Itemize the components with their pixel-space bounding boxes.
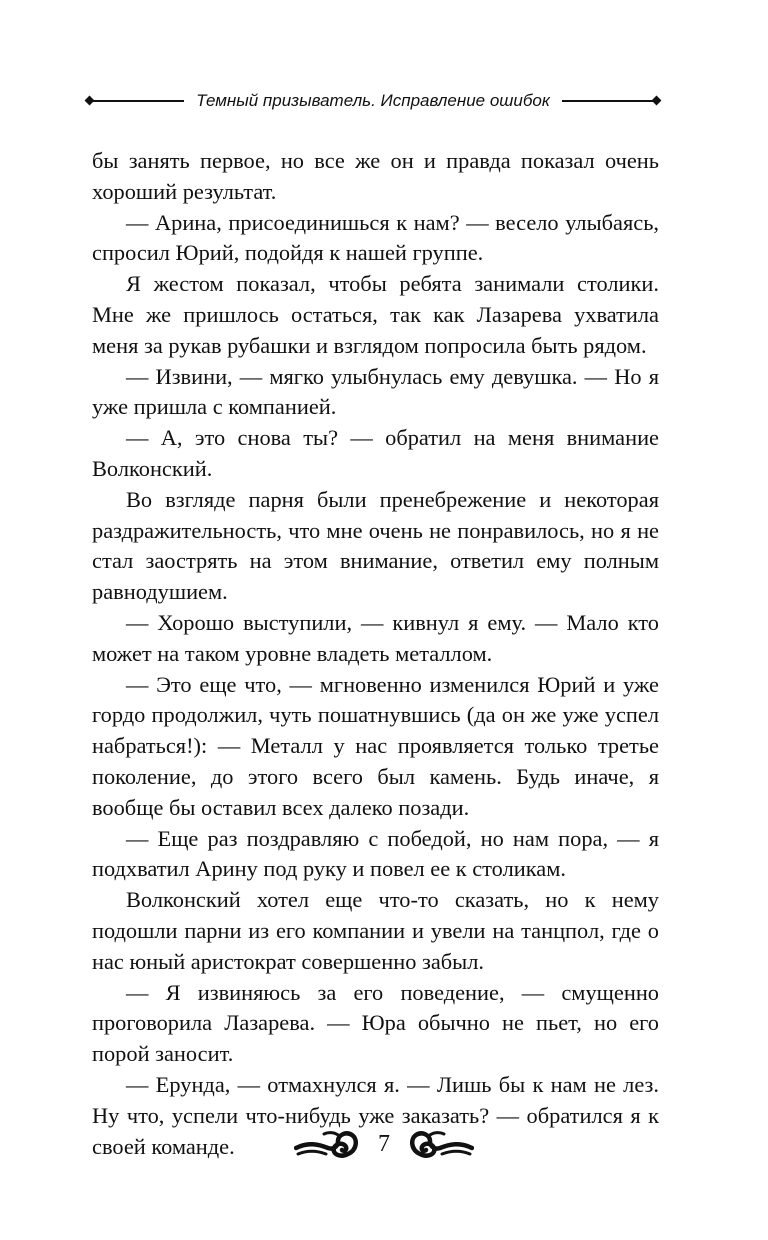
running-head (88, 88, 658, 114)
body-text (92, 146, 659, 1162)
paragraph: — Хорошо выступили, — кивнул я ему. — Мало кто может на таком уровне владеть металлом. (92, 609, 659, 666)
ornament-left-icon (294, 1126, 364, 1162)
paragraph: бы занять первое, но все же он и правда показал очень хороший результат. (92, 148, 659, 204)
paragraph: — Я извиняюсь за его поведение, — смущенно проговорила Лазарева. — Юра обычно не пьет, но его порой заносит. (92, 979, 659, 1067)
page-number: 7 (378, 1130, 390, 1157)
paragraph: — Извини, — мягко улыбнулась ему девушка. — Но я уже пришла с компанией. (92, 363, 659, 420)
paragraph: — Арина, присоединишься к нам? — весело улыбаясь, спросил Юрий, подойдя к нашей группе. (92, 209, 659, 266)
running-head-rule-right (562, 100, 658, 102)
paragraph: Во взгляде парня были пренебрежение и некоторая раздражительность, что мне очень не понравилось, но я не стал заострять на этом внимание, ответил ему полным равнодушием. (92, 486, 659, 605)
running-head-title: Темный призыватель. Исправление ошибок (196, 91, 550, 110)
paragraph: — Еще раз поздравляю с победой, но нам пора, — я подхватил Арину под руку и повел ее к столикам. (92, 825, 659, 882)
paragraph: — А, это снова ты? — обратил на меня внимание Волконский. (92, 425, 659, 481)
running-head-rule-left (88, 100, 184, 102)
ornament-right-icon (404, 1126, 474, 1162)
paragraph: — Это еще что, — мгновенно изменился Юрий и уже гордо продолжил, чуть пошатнувшись (да он же уже успел набраться!): — Металл у нас проявляется только третье поколение, до этого всего был камень. Будь иначе, я вообще бы оставил всех далеко позади. (92, 671, 659, 820)
paragraph: Волконский хотел еще что-то сказать, но к нему подошли парни из его компании и увели на танцпол, где о нас юный аристократ совершенно забыл. (92, 887, 659, 974)
page-footer (0, 1122, 768, 1166)
paragraph: Я жестом показал, чтобы ребята занимали столики. Мне же пришлось остаться, так как Лазарева ухватила меня за рукав рубашки и взглядом попросила быть рядом. (92, 271, 659, 358)
paragraph: — Ерунда, — отмахнулся я. — Лишь бы к нам не лез. Ну что, успели что-нибудь уже заказать? — обратился я к своей команде. (92, 1071, 659, 1159)
